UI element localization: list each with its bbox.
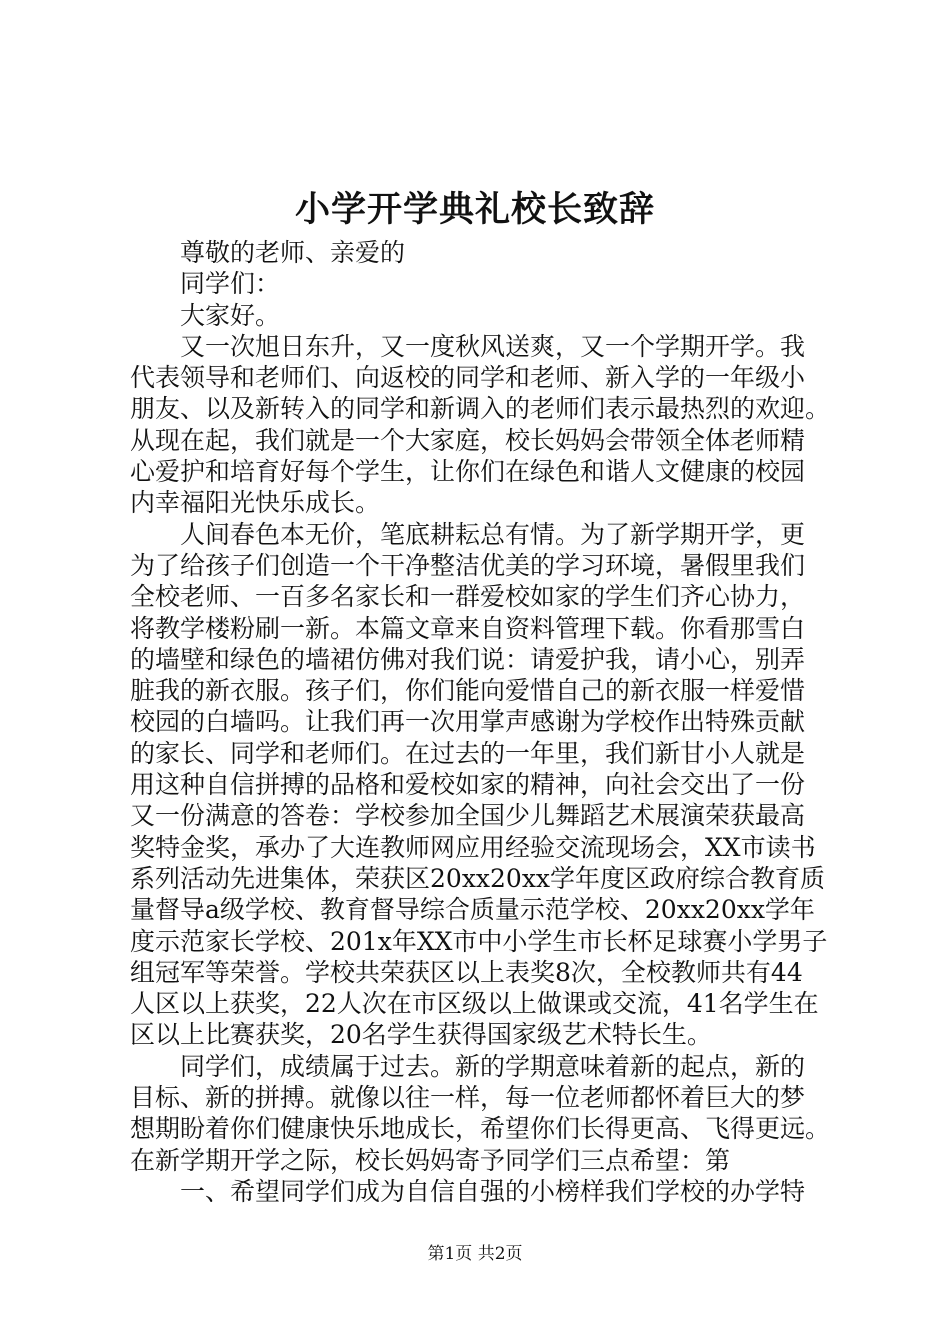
document-body xyxy=(130,237,840,1207)
text-line: 全校老师、一百多名家长和一群爱校如家的学生们齐心协力， xyxy=(130,582,806,612)
text-line: 的家长、同学和老师们。在过去的一年里，我们新甘小人就是 xyxy=(130,738,806,768)
text-line: 人区以上获奖，22人次在市区级以上做课或交流，41名学生在 xyxy=(130,989,819,1019)
text-line: 想期盼着你们健康快乐地成长，希望你们长得更高、飞得更远。 xyxy=(130,1114,831,1144)
text-line: 在新学期开学之际，校长妈妈寄予同学们三点希望：第 xyxy=(130,1145,731,1175)
text-line: 尊敬的老师、亲爱的 xyxy=(180,238,406,267)
text-line: 代表领导和老师们、向返校的同学和老师、新入学的一年级小 xyxy=(130,363,806,393)
text-line: 心爱护和培育好每个学生，让你们在绿色和谐人文健康的校园 xyxy=(130,457,806,487)
text-line: 朋友、以及新转入的同学和新调入的老师们表示最热烈的欢迎。 xyxy=(130,394,831,424)
text-line: 从现在起，我们就是一个大家庭，校长妈妈会带领全体老师精 xyxy=(130,425,806,455)
text-line: 为了给孩子们创造一个干净整洁优美的学习环境，暑假里我们 xyxy=(130,550,806,580)
text-line: 一、希望同学们成为自信自强的小榜样我们学校的办学特 xyxy=(180,1176,806,1206)
text-line: 奖特金奖，承办了大连教师网应用经验交流现场会，XX市读书 xyxy=(130,832,816,862)
text-line: 又一次旭日东升，又一度秋风送爽，又一个学期开学。我 xyxy=(180,331,806,361)
text-line: 人间春色本无价，笔底耕耘总有情。为了新学期开学，更 xyxy=(180,519,806,549)
text-line: 同学们，成绩属于过去。新的学期意味着新的起点，新的 xyxy=(180,1051,806,1081)
text-line: 组冠军等荣誉。学校共荣获区以上表奖8次，全校教师共有44 xyxy=(130,957,803,987)
text-line: 的墙壁和绿色的墙裙仿佛对我们说：请爱护我，请小心，别弄 xyxy=(130,644,806,674)
text-line: 校园的白墙吗。让我们再一次用掌声感谢为学校作出特殊贡献 xyxy=(130,707,806,737)
text-line: 大家好。 xyxy=(180,300,281,330)
page-indicator: 第1页 共2页 xyxy=(427,1244,523,1264)
text-line: 又一份满意的答卷：学校参加全国少儿舞蹈艺术展演荣获最高 xyxy=(130,801,806,831)
text-line: 用这种自信拼搏的品格和爱校如家的精神，向社会交出了一份 xyxy=(130,770,806,800)
text-line: 将教学楼粉刷一新。本篇文章来自资料管理下载。你看那雪白 xyxy=(130,613,806,643)
text-line: 同学们： xyxy=(180,269,281,299)
text-line: 系列活动先进集体，荣获区20xx20xx学年度区政府综合教育质 xyxy=(130,863,826,893)
text-line: 目标、新的拼搏。就像以往一样，每一位老师都怀着巨大的梦 xyxy=(130,1083,806,1113)
text-line: 脏我的新衣服。孩子们，你们能向爱惜自己的新衣服一样爱惜 xyxy=(130,676,806,706)
text-line: 内幸福阳光快乐成长。 xyxy=(130,488,381,518)
text-line: 度示范家长学校、201x年XX市中小学生市长杯足球赛小学男子 xyxy=(130,926,828,956)
text-line: 量督导a级学校、教育督导综合质量示范学校、20xx20xx学年 xyxy=(130,895,815,925)
text-line: 区以上比赛获奖，20名学生获得国家级艺术特长生。 xyxy=(130,1020,712,1050)
document-title: 小学开学典礼校长致辞 xyxy=(294,189,655,230)
